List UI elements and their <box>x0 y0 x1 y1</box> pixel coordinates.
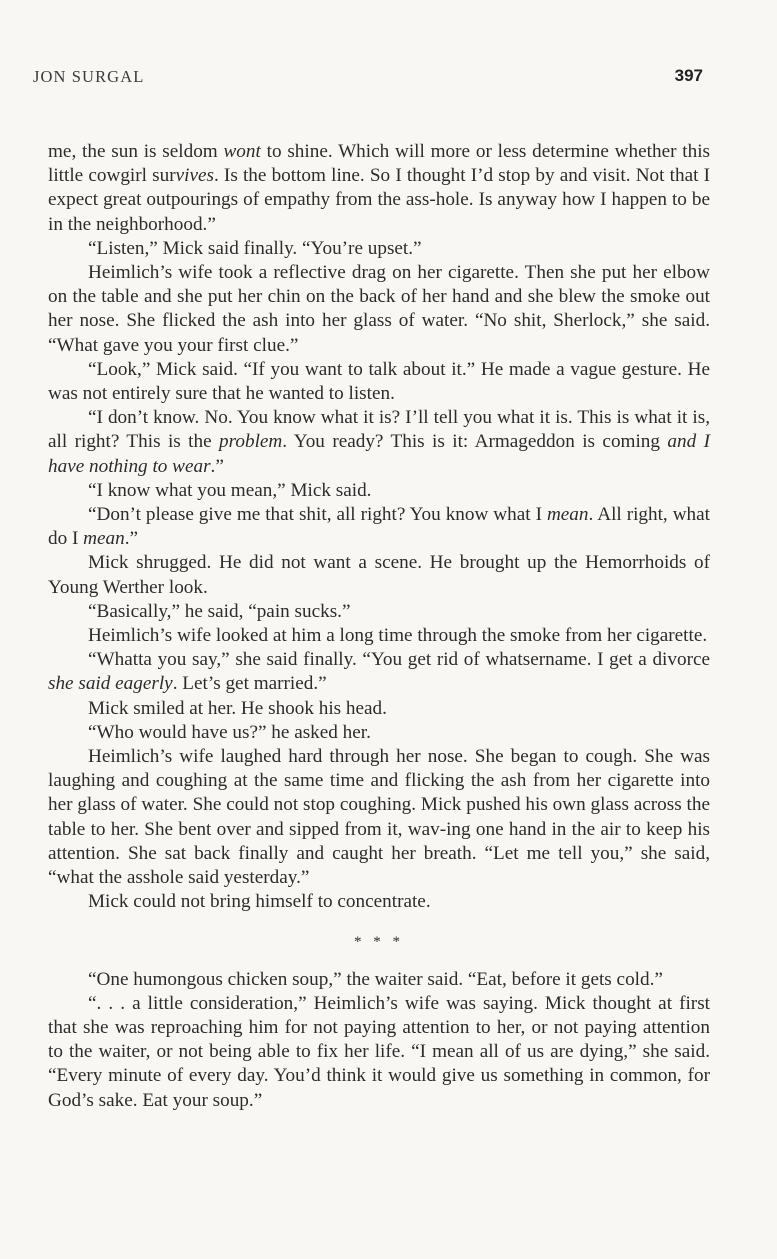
paragraph: “Whatta you say,” she said finally. “You get rid of whatsername. I get a divorce she said eagerly. Let’s get married.” <box>48 649 710 695</box>
paragraph: Mick smiled at her. He shook his head. <box>88 697 387 719</box>
section-break: * * * <box>354 933 404 950</box>
paragraph: Mick shrugged. He did not want a scene. He brought up the Hemorrhoids of Young Werther look. <box>48 552 710 598</box>
page-number: 397 <box>674 66 703 85</box>
paragraph: Heimlich’s wife took a reflective drag on her cigarette. Then she put her elbow on the table and she put her chin on the back of her hand and she blew the smoke out her nose. She flicked the ash into her glass of water. “No shit, Sherlock,” she said. “What gave you your first clue.” <box>48 262 710 356</box>
running-head <box>33 64 703 88</box>
paragraph: “I don’t know. No. You know what it is? I’ll tell you what it is. This is what it is, all right? This is the problem. You ready? This is it: Armageddon is coming and I have nothing to wear.” <box>48 407 710 477</box>
paragraph: “Don’t please give me that shit, all right? You know what I mean. All right, what do I mean.” <box>48 504 710 550</box>
body-text <box>48 140 710 1113</box>
paragraph-continued: me, the sun is seldom wont to shine. Which will more or less determine whether this little cowgirl survives. Is the bottom line. So I thought I’d stop by and visit. Not that I expect great outpourings of empathy from the ass-hole. Is anyway how I happen to be in the neighborhood.” <box>48 141 711 235</box>
paragraph: “Basically,” he said, “pain sucks.” <box>88 600 351 622</box>
paragraph: “I know what you mean,” Mick said. <box>88 479 372 501</box>
paragraph: “. . . a little consideration,” Heimlich’s wife was saying. Mick thought at first that she was reproaching him for not paying attention to her, or not paying attention to the waiter, or not being able to fix her life. “I mean all of us are dying,” she said. “Every minute of every day. You’d think it would give us something in common, for God’s sake. Eat your soup.” <box>48 992 710 1111</box>
paragraph: Heimlich’s wife laughed hard through her nose. She began to cough. She was laughing and coughing at the same time and flicking the ash from her cigarette into her glass of water. She could not stop coughing. Mick pushed his own glass across the table to her. She bent over and sipped from it, wav-ing one hand in the air to keep his attention. She sat back finally and caught her breath. “Let me tell you,” she said, “what the asshole said yesterday.” <box>48 746 710 889</box>
paragraph: Heimlich’s wife looked at him a long time through the smoke from her cigarette. <box>88 625 708 647</box>
paragraph: “Look,” Mick said. “If you want to talk about it.” He made a vague gesture. He was not entirely sure that he wanted to listen. <box>48 358 710 405</box>
paragraph: “Listen,” Mick said finally. “You’re upset.” <box>88 237 422 259</box>
paragraph: “One humongous chicken soup,” the waiter said. “Eat, before it gets cold.” <box>88 968 663 990</box>
paragraph: Mick could not bring himself to concentrate. <box>88 891 431 913</box>
paragraph: “Who would have us?” he asked her. <box>88 721 371 743</box>
running-head-author: JON SURGAL <box>33 67 145 86</box>
